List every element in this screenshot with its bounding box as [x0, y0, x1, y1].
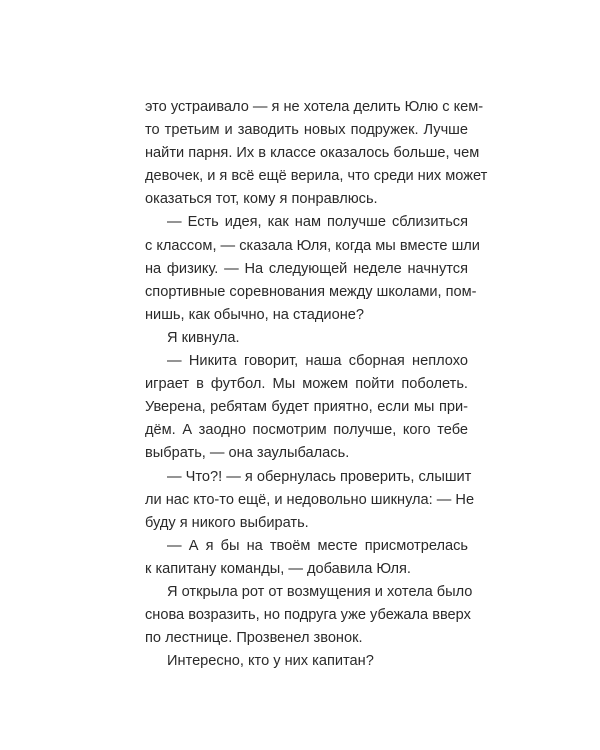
- text-line: играет в футбол. Мы можем пойти поболеть.: [145, 376, 468, 393]
- text-line: снова возразить, но подруга уже убежала вверх: [145, 607, 471, 624]
- text-line: Уверена, ребятам будет приятно, если мы при-: [145, 399, 468, 416]
- text-line: — А я бы на твоём месте присмотрелась: [167, 537, 468, 554]
- text-line: спортивные соревнования между школами, пом-: [145, 283, 477, 300]
- text-line: нишь, как обычно, на стадионе?: [145, 306, 364, 323]
- text-line: по лестнице. Прозвенел звонок.: [145, 630, 363, 647]
- text-line: найти парня. Их в классе оказалось больше, чем: [145, 145, 480, 162]
- text-line: Интересно, кто у них капитан?: [167, 653, 374, 670]
- book-page-text: [145, 96, 488, 673]
- text-line: Я открыла рот от возмущения и хотела было: [167, 583, 473, 600]
- text-line: с классом, — сказала Юля, когда мы вместе шли: [145, 237, 480, 254]
- text-line: — Никита говорит, наша сборная неплохо: [167, 353, 468, 370]
- text-line: к капитану команды, — добавила Юля.: [145, 560, 411, 577]
- text-line: дём. А заодно посмотрим получше, кого тебе: [145, 422, 468, 439]
- text-line: на физику. — На следующей неделе начнутся: [145, 260, 468, 277]
- text-line: оказаться тот, кому я понравлюсь.: [145, 191, 378, 208]
- text-line: девочек, и я всё ещё верила, что среди них может: [145, 168, 488, 185]
- text-line: то третьим и заводить новых подружек. Лучше: [145, 122, 468, 139]
- text-line: Я кивнула.: [167, 329, 240, 346]
- text-line: это устраивало — я не хотела делить Юлю с кем-: [145, 99, 484, 115]
- text-line: — Есть идея, как нам получше сблизиться: [167, 214, 468, 231]
- text-line: буду я никого выбирать.: [145, 514, 309, 531]
- text-line: — Что?! — я обернулась проверить, слышит: [167, 468, 472, 485]
- text-line: выбрать, — она заулыбалась.: [145, 445, 350, 462]
- text-line: ли нас кто-то ещё, и недовольно шикнула: — Не: [145, 491, 475, 508]
